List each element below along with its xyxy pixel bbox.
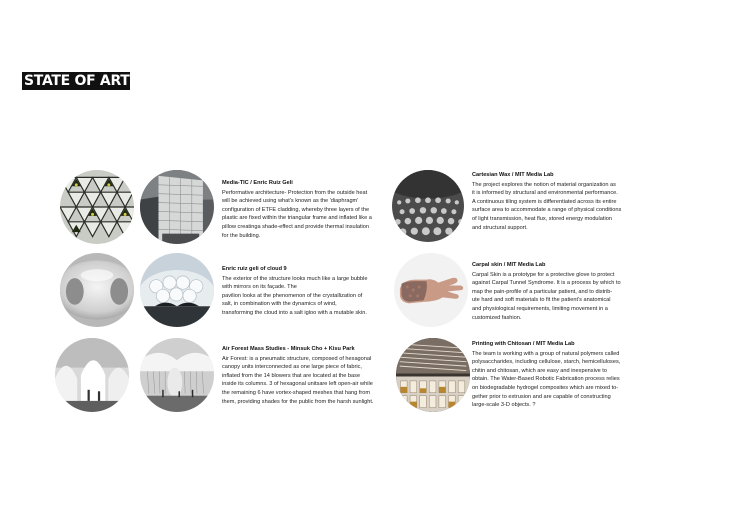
project-text-line: large-scale 3-D objects. ? — [472, 402, 536, 409]
project-air-forest — [222, 345, 392, 406]
project-text-line: surface area to accommodate a range of physical conditions — [472, 207, 622, 214]
project-text-line: inflated from the 14 blowers that are located at the base — [222, 372, 361, 379]
project-text-line: The project explores the notion of material organization as — [472, 181, 616, 188]
project-text-line: canopy units interconnected as one large piece of fabric, — [222, 364, 362, 371]
project-text-line: The exterior of the structure looks much like a large bubble — [222, 275, 368, 282]
project-text-line: Air Forest: is a pneumatic structure, composed of hexagonal — [222, 355, 372, 362]
project-text-line: of light transmission, heat flux, stored energy modulation — [472, 215, 612, 222]
page-title: STATE OF ART — [24, 73, 130, 89]
cartesian-wax-surface-image — [392, 170, 464, 242]
project-text-line: it is informed by structural and environmental performance. — [472, 190, 618, 197]
project-heading: Cartesian Wax / MIT Media Lab — [472, 172, 554, 178]
project-text-line: The team is working with a group of natural polymers called — [472, 350, 620, 357]
project-text-line: salt, in combination with the dynamics of wind, — [222, 301, 337, 308]
project-text-line: ute hard and soft materials to fit the patient's anatomical — [472, 297, 611, 304]
project-text-line: customized fashion. — [472, 314, 522, 321]
project-text-line: pillow creatinga shade-effect and provide thermal insulation — [222, 223, 369, 230]
project-text-line: plastic are fixed within the triangular frame and inflated like a — [222, 215, 372, 222]
project-heading: Carpal skin / MIT Media Lab — [472, 262, 546, 268]
project-text-line: pavilion looks at the phenomenon of the crystallization of — [222, 292, 363, 299]
project-text-line: will be achieved using what's known as the 'diaphragm' — [222, 198, 359, 205]
project-text-line: and physiological requirements, limiting movement in a — [472, 305, 608, 312]
project-heading: Media-TIC / Enric Ruiz Geli — [222, 180, 293, 186]
project-text-line: the remaining 6 have vortex-shaped meshes that hang from — [222, 389, 371, 396]
project-cartesian-wax — [472, 171, 647, 232]
carpal-skin-glove-image — [394, 253, 468, 327]
project-text-line: gether prior to extrusion and are capable of constructing — [472, 393, 611, 400]
cloud-9-pavilion-image — [140, 253, 214, 327]
project-text-line: Carpal Skin is a prototype for a protective glove to protect — [472, 271, 615, 278]
project-text-line: configuration of ETFE cladding, whereby three layers of the — [222, 206, 370, 213]
project-text-line: inside its columns. 3 of hexagonal unitsare left open-air while — [222, 381, 373, 388]
project-text-line: for the building. — [222, 232, 261, 239]
project-text-line: with mirrors on its façade. The — [222, 284, 297, 291]
media-tic-building-image — [140, 170, 214, 244]
project-text-line: map the pain-profile of a particular patient, and to distrib- — [472, 288, 613, 295]
project-text-line: chitin and chitosan, which are easy and inexpensive to — [472, 367, 607, 374]
project-text-line: and structural support. — [472, 224, 528, 231]
project-heading: Printing with Chitosan / MIT Media Lab — [472, 341, 575, 347]
project-text-line: transforming the cloud into a salt igloo with a mutable skin. — [222, 309, 367, 316]
chitosan-printing-image — [396, 338, 470, 412]
project-text-line: A continuous tiling system is differentiated across its entire — [472, 198, 617, 205]
air-forest-canopy-image — [140, 338, 214, 412]
etfe-triangle-facade-image — [60, 170, 134, 244]
project-media-tic — [222, 179, 392, 240]
project-carpal-skin — [472, 261, 647, 322]
project-text-line: obtain. The Water-Based Robotic Fabrication process relies — [472, 376, 620, 383]
project-text-line: Performative architecture- Protection from the outside heat — [222, 189, 368, 196]
project-heading: Enric ruiz geli of cloud 9 — [222, 266, 287, 272]
project-heading: Air Forest Mass Studies - Minsuk Cho + Kisu Park — [222, 346, 355, 352]
project-text-line: against Carpal Tunnel Syndrome. It is a process by which to — [472, 280, 621, 287]
project-text-line: them, providing shades for the public from the harsh sunlight. — [222, 398, 374, 405]
air-forest-arches-image — [55, 338, 129, 412]
project-text-line: polysaccharides, including cellulose, starch, hemicelluloses, — [472, 359, 621, 366]
project-chitosan — [472, 340, 647, 410]
project-cloud-9 — [222, 265, 392, 318]
project-text-line: on biodegradable hydrogel composites which are mixed to- — [472, 384, 619, 391]
white-bubble-pavilion-image — [60, 253, 134, 327]
